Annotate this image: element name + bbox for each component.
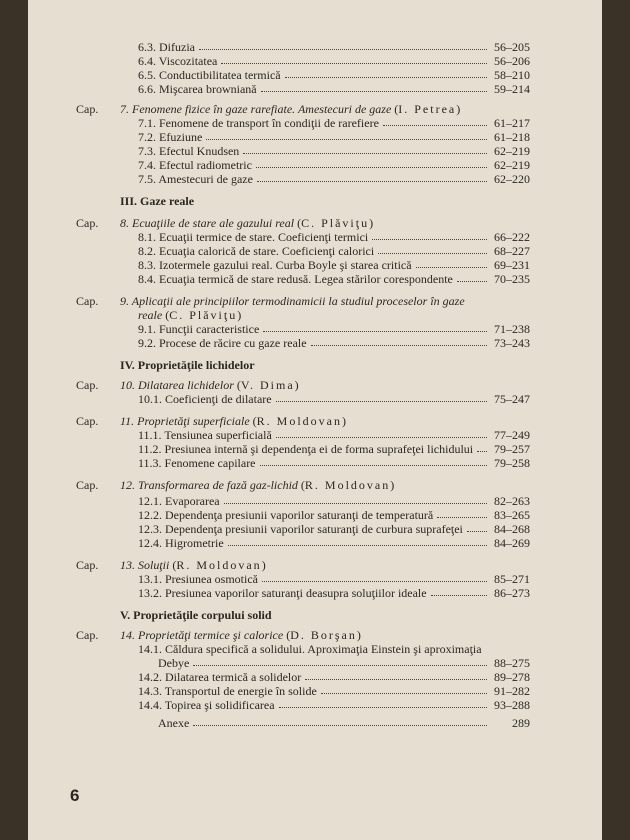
toc-entry-title: 7.3. Efectul Knudsen bbox=[138, 144, 240, 158]
dot-leader bbox=[437, 508, 487, 518]
toc-entry-page: 83–265 bbox=[494, 508, 530, 522]
toc-entry-page: 79–257 bbox=[494, 442, 530, 456]
toc-entry-title: 7.5. Amestecuri de gaze bbox=[138, 172, 253, 186]
toc-entry-title: 7.1. Fenomene de transport în condiţii de rarefiere bbox=[138, 116, 379, 130]
toc-entry bbox=[138, 442, 530, 456]
dot-leader bbox=[321, 684, 487, 694]
toc-entry-author: (D. Borşan) bbox=[283, 628, 361, 642]
toc-entry bbox=[76, 294, 530, 308]
dot-leader bbox=[383, 116, 487, 126]
toc-entry-page: 88–275 bbox=[494, 656, 530, 670]
dot-leader bbox=[243, 144, 487, 154]
toc-entry-page: 58–210 bbox=[494, 68, 530, 82]
toc-entry bbox=[138, 116, 530, 130]
toc-entry-title: III. Gaze reale bbox=[120, 194, 195, 208]
toc-entry bbox=[138, 172, 530, 186]
dot-leader bbox=[457, 272, 487, 282]
toc-entry bbox=[76, 102, 530, 116]
toc-entry-author: (R. Moldovan) bbox=[249, 414, 346, 428]
toc-entry-author: (C. Plăviţu) bbox=[162, 308, 242, 322]
toc-entry-title: 6.4. Viscozitatea bbox=[138, 54, 218, 68]
toc-entry-page: 62–220 bbox=[494, 172, 530, 186]
chapter-prefix: Cap. bbox=[76, 216, 99, 230]
toc-entry-page: 79–258 bbox=[494, 456, 530, 470]
toc-entry-title: 12.2. Dependenţa presiunii vaporilor saturanţi de temperatură bbox=[138, 508, 434, 522]
dot-leader bbox=[256, 158, 487, 168]
toc-entry-page: 84–269 bbox=[494, 536, 530, 550]
toc-entry-title: 13. Soluţii bbox=[120, 558, 170, 572]
toc-entry bbox=[76, 628, 530, 642]
toc-entry-title: 12.4. Higrometrie bbox=[138, 536, 224, 550]
toc-entry-title: 14. Proprietăţi termice şi calorice bbox=[120, 628, 284, 642]
toc-entry bbox=[138, 336, 530, 350]
chapter-prefix: Cap. bbox=[76, 102, 99, 116]
toc-entry-title: 12. Transformarea de fază gaz-lichid bbox=[120, 478, 298, 492]
toc-entry-page: 82–263 bbox=[494, 494, 530, 508]
dot-leader bbox=[372, 230, 487, 240]
dot-leader bbox=[193, 656, 487, 666]
toc-entry bbox=[138, 494, 530, 508]
toc-entry bbox=[138, 144, 530, 158]
toc-entry-title: 13.1. Presiunea osmotică bbox=[138, 572, 258, 586]
dot-leader bbox=[206, 130, 487, 140]
toc-entry bbox=[138, 54, 530, 68]
toc-entry bbox=[138, 522, 530, 536]
toc-entry-page: 89–278 bbox=[494, 670, 530, 684]
toc-entry-page: 56–206 bbox=[494, 54, 530, 68]
toc-entry-page: 85–271 bbox=[494, 572, 530, 586]
toc-entry-page: 68–227 bbox=[494, 244, 530, 258]
toc-entry-page: 84–268 bbox=[494, 522, 530, 536]
toc-entry-title: 8. Ecuaţiile de stare ale gazului real bbox=[120, 216, 295, 230]
toc-entry bbox=[138, 684, 530, 698]
toc-entry bbox=[138, 508, 530, 522]
chapter-prefix: Cap. bbox=[76, 294, 99, 308]
dot-leader bbox=[279, 698, 487, 708]
toc-entry bbox=[138, 244, 530, 258]
toc-entry-page: 59–214 bbox=[494, 82, 530, 96]
toc-entry-author: (I. Petrea) bbox=[391, 102, 461, 116]
toc-entry-title: 8.2. Ecuaţia calorică de stare. Coeficienţi calorici bbox=[138, 244, 375, 258]
toc-entry bbox=[76, 478, 530, 492]
toc-entry-title: 12.3. Dependenţa presiunii vaporilor saturanţi de curbura suprafeţei bbox=[138, 522, 463, 536]
dot-leader bbox=[305, 670, 487, 680]
toc-entry bbox=[76, 414, 530, 428]
toc-entry-author: (C. Plăviţu) bbox=[294, 216, 374, 230]
toc-entry-page: 91–282 bbox=[494, 684, 530, 698]
dot-leader bbox=[276, 428, 487, 438]
toc-entry bbox=[138, 392, 530, 406]
toc-entry bbox=[158, 656, 530, 670]
toc-entry-title: 11. Proprietăţi superficiale bbox=[120, 414, 250, 428]
toc-entry-author: (R. Moldovan) bbox=[297, 478, 395, 492]
toc-entry-title: 14.2. Dilatarea termică a solidelor bbox=[138, 670, 302, 684]
toc-entry-title: 14.4. Topirea şi solidificarea bbox=[138, 698, 275, 712]
dot-leader bbox=[199, 40, 487, 50]
chapter-prefix: Cap. bbox=[76, 478, 99, 492]
dot-leader bbox=[224, 494, 487, 504]
toc-entry bbox=[138, 40, 530, 54]
dot-leader bbox=[262, 572, 487, 582]
dot-leader bbox=[276, 392, 487, 402]
toc-entry-page: 73–243 bbox=[494, 336, 530, 350]
dot-leader bbox=[378, 244, 487, 254]
chapter-prefix: Cap. bbox=[76, 378, 99, 392]
toc-entry bbox=[76, 378, 530, 392]
toc-entry-title: IV. Proprietăţile lichidelor bbox=[120, 358, 255, 372]
toc-entry-title: 6.6. Mişcarea browniană bbox=[138, 82, 257, 96]
toc-entry-title: 13.2. Presiunea vaporilor saturanţi deasupra soluţiilor ideale bbox=[138, 586, 427, 600]
dot-leader bbox=[431, 586, 487, 596]
toc-entry-page: 69–231 bbox=[494, 258, 530, 272]
toc-entry-title: 8.1. Ecuaţii termice de stare. Coeficienţi termici bbox=[138, 230, 369, 244]
toc-entry bbox=[138, 68, 530, 82]
toc-entry-page: 86–273 bbox=[494, 586, 530, 600]
toc-entry bbox=[138, 670, 530, 684]
toc-entry-page: 61–218 bbox=[494, 130, 530, 144]
toc-entry-title: Anexe bbox=[158, 716, 190, 730]
toc-entry bbox=[158, 716, 530, 730]
dot-leader bbox=[193, 716, 487, 726]
toc-entry-title: 7.2. Efuziune bbox=[138, 130, 203, 144]
toc-entry bbox=[138, 258, 530, 272]
toc-entry-title: 11.1. Tensiunea superficială bbox=[138, 428, 272, 442]
toc-entry-title: 10.1. Coeficienţi de dilatare bbox=[138, 392, 272, 406]
toc-entry-page: 71–238 bbox=[494, 322, 530, 336]
toc-entry-title: 7. Fenomene fizice în gaze rarefiate. Amestecuri de gaze bbox=[120, 102, 392, 116]
dot-leader bbox=[285, 68, 487, 78]
chapter-prefix: Cap. bbox=[76, 414, 99, 428]
dot-leader bbox=[221, 54, 487, 64]
toc-entry bbox=[138, 322, 530, 336]
toc-entry bbox=[120, 358, 530, 372]
dot-leader bbox=[467, 522, 487, 532]
book-page bbox=[28, 0, 602, 840]
toc-entry bbox=[120, 194, 530, 208]
toc-entry-author: (R. Moldovan) bbox=[169, 558, 266, 572]
toc-entry-title: 9.2. Procese de răcire cu gaze reale bbox=[138, 336, 307, 350]
toc-entry-page: 62–219 bbox=[494, 158, 530, 172]
page-number: 6 bbox=[70, 786, 80, 805]
toc-entry-author: (V. Dima) bbox=[233, 378, 299, 392]
toc-entry-page: 75–247 bbox=[494, 392, 530, 406]
toc-entry bbox=[138, 272, 530, 286]
toc-entry bbox=[138, 642, 530, 656]
toc-entry-page: 93–288 bbox=[494, 698, 530, 712]
toc-entry bbox=[120, 608, 530, 622]
toc-entry bbox=[138, 536, 530, 550]
dot-leader bbox=[477, 442, 487, 452]
toc-entry-page: 62–219 bbox=[494, 144, 530, 158]
toc-entry bbox=[138, 456, 530, 470]
dot-leader bbox=[263, 322, 487, 332]
toc-entry-title: reale bbox=[138, 308, 163, 322]
toc-entry-title: 6.3. Difuzia bbox=[138, 40, 195, 54]
toc-entry-page: 56–205 bbox=[494, 40, 530, 54]
toc-entry-title: V. Proprietăţile corpului solid bbox=[120, 608, 272, 622]
toc-entry bbox=[138, 230, 530, 244]
dot-leader bbox=[257, 172, 487, 182]
toc-entry-title: 6.5. Conductibilitatea termică bbox=[138, 68, 281, 82]
toc-entry-title: 8.4. Ecuaţia termică de stare redusă. Legea stărilor corespondente bbox=[138, 272, 453, 286]
dot-leader bbox=[311, 336, 487, 346]
chapter-prefix: Cap. bbox=[76, 558, 99, 572]
toc-entry bbox=[138, 308, 530, 322]
toc-entry-title: Debye bbox=[158, 656, 190, 670]
toc-entry-title: 9.1. Funcţii caracteristice bbox=[138, 322, 260, 336]
toc-entry-page: 77–249 bbox=[494, 428, 530, 442]
toc-entry-title: 11.3. Fenomene capilare bbox=[138, 456, 256, 470]
chapter-prefix: Cap. bbox=[76, 628, 99, 642]
toc-entry bbox=[76, 216, 530, 230]
toc-entry bbox=[138, 428, 530, 442]
toc-entry-title: 7.4. Efectul radiometric bbox=[138, 158, 252, 172]
toc-entry-title: 10. Dilatarea lichidelor bbox=[120, 378, 234, 392]
toc-entry bbox=[138, 586, 530, 600]
toc-entry-title: 9. Aplicaţii ale principiilor termodinamicii la studiul proceselor în gaze bbox=[120, 294, 465, 308]
toc-entry bbox=[138, 572, 530, 586]
toc-entry bbox=[138, 130, 530, 144]
dot-leader bbox=[228, 536, 487, 546]
toc-entry-title: 11.2. Presiunea internă şi dependenţa ei de forma suprafeţei lichidului bbox=[138, 442, 474, 456]
toc-entry-page: 61–217 bbox=[494, 116, 530, 130]
toc-entry-title: 14.3. Transportul de energie în solide bbox=[138, 684, 317, 698]
dot-leader bbox=[261, 82, 487, 92]
dot-leader bbox=[260, 456, 487, 466]
dot-leader bbox=[416, 258, 487, 268]
toc-entry-title: 12.1. Evaporarea bbox=[138, 494, 220, 508]
toc-entry bbox=[138, 82, 530, 96]
toc-entry-page: 70–235 bbox=[494, 272, 530, 286]
toc-entry-page: 66–222 bbox=[494, 230, 530, 244]
toc-entry-title: 8.3. Izotermele gazului real. Curba Boyle şi starea critică bbox=[138, 258, 412, 272]
toc-entry-title: 14.1. Căldura specifică a solidului. Aproximaţia Einstein şi aproximaţia bbox=[138, 642, 482, 656]
toc-entry bbox=[138, 698, 530, 712]
toc-entry bbox=[76, 558, 530, 572]
toc-entry-page: 289 bbox=[512, 716, 530, 730]
toc-entry bbox=[138, 158, 530, 172]
